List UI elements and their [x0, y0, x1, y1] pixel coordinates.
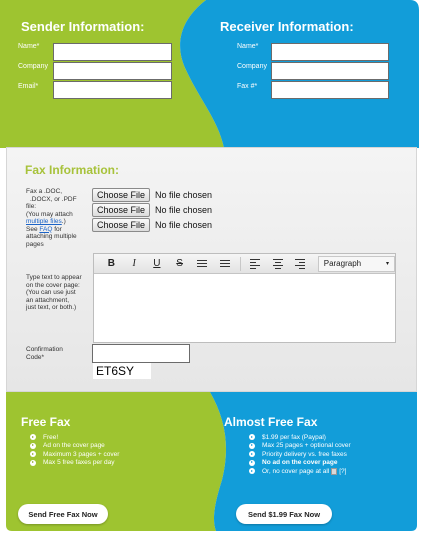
feature-item	[249, 459, 351, 468]
feature-text: Max 25 pages + optional cover	[262, 442, 351, 450]
align-left-button[interactable]	[243, 256, 266, 272]
captcha-image: ET6SY	[93, 363, 151, 379]
align-center-icon	[273, 259, 283, 269]
choose-file-button[interactable]: Choose File	[92, 188, 150, 202]
file-instructions-line: (You may attach	[26, 210, 73, 218]
sender-company-input[interactable]	[53, 62, 172, 80]
choose-file-button[interactable]: Choose File	[92, 218, 150, 232]
file-status: No file chosen	[155, 219, 213, 230]
sender-email-label: Email*	[18, 83, 39, 90]
cover-instructions-line: (You can use just	[26, 289, 76, 296]
chevron-down-icon: ▾	[386, 261, 390, 267]
choose-file-button[interactable]: Choose File	[92, 203, 150, 217]
cover-instructions-line: Type text to appear	[26, 274, 82, 281]
arrow-bullet-icon	[30, 443, 36, 449]
file-input-row	[92, 202, 212, 217]
arrow-bullet-icon	[30, 434, 36, 440]
cover-instructions-line: just text, or both.)	[26, 304, 77, 311]
confirmation-label-line: Code*	[26, 353, 45, 361]
arrow-bullet-icon	[249, 443, 255, 449]
align-left-icon	[250, 259, 260, 269]
file-instructions-line: Fax a .DOC,	[26, 188, 63, 195]
multiple-files-link[interactable]: multiple files	[26, 218, 62, 225]
sender-company-label: Company	[18, 63, 48, 70]
sender-name-label: Name*	[18, 43, 40, 50]
send-free-fax-button[interactable]: Send Free Fax Now	[18, 504, 108, 524]
feature-item	[249, 450, 351, 459]
strikethrough-button[interactable]: S	[176, 258, 183, 269]
send-paid-fax-button[interactable]: Send $1.99 Fax Now	[236, 504, 332, 524]
align-right-button[interactable]	[289, 256, 312, 272]
free-fax-features	[30, 433, 119, 467]
arrow-bullet-icon	[30, 451, 36, 457]
confirmation-label	[26, 346, 63, 361]
italic-button[interactable]: I	[132, 258, 136, 269]
paragraph-format-select[interactable]	[318, 256, 395, 272]
almost-free-fax-features	[249, 433, 351, 476]
file-instructions-text: for	[52, 225, 62, 233]
file-input-row	[92, 187, 212, 202]
feature-item	[249, 442, 351, 451]
receiver-company-input[interactable]	[271, 62, 389, 80]
file-inputs	[92, 187, 212, 232]
faq-link[interactable]: FAQ	[39, 225, 53, 233]
file-instructions	[26, 188, 92, 248]
feature-item	[249, 433, 351, 442]
sender-title: Sender Information:	[21, 19, 145, 34]
file-status: No file chosen	[155, 204, 213, 215]
arrow-bullet-icon	[249, 468, 255, 474]
feature-text: Priority delivery vs. free faxes	[262, 450, 347, 458]
receiver-name-label: Name*	[237, 43, 259, 50]
paragraph-format-value: Paragraph	[323, 259, 362, 268]
numbered-list-icon	[220, 260, 230, 267]
sender-name-input[interactable]	[53, 43, 172, 61]
bold-button[interactable]: B	[107, 258, 115, 269]
file-instructions-line: pages	[26, 240, 44, 248]
file-status: No file chosen	[155, 189, 213, 200]
file-instructions-line: attaching multiple	[26, 233, 77, 240]
feature-text: Or, no cover page at all	[262, 467, 330, 475]
feature-text: No ad on the cover page	[262, 459, 338, 467]
toolbar-separator	[240, 257, 241, 271]
arrow-bullet-icon	[249, 434, 255, 440]
underline-button[interactable]: U	[153, 258, 161, 269]
cover-text-editor	[93, 253, 396, 343]
cover-instructions-line: on the cover page:	[26, 281, 80, 289]
file-instructions-text: See	[26, 225, 40, 233]
arrow-bullet-icon	[249, 451, 255, 457]
feature-text: $1.99 per fax (Paypal)	[262, 433, 326, 441]
feature-item	[30, 433, 119, 442]
cover-instructions-line: an attachment,	[26, 296, 69, 304]
document-icon	[331, 468, 337, 475]
feature-item	[30, 450, 119, 459]
bullet-list-button[interactable]	[191, 256, 214, 272]
receiver-name-input[interactable]	[271, 43, 389, 61]
feature-item	[249, 467, 351, 476]
feature-text: Max 5 free faxes per day	[43, 459, 115, 467]
file-input-row	[92, 217, 212, 232]
confirmation-code-input[interactable]	[92, 344, 190, 363]
sender-email-input[interactable]	[53, 81, 172, 99]
editor-toolbar	[94, 254, 395, 274]
confirmation-label-line: Confirmation	[26, 346, 63, 353]
feature-item	[30, 459, 119, 468]
arrow-bullet-icon	[249, 460, 255, 466]
arrow-bullet-icon	[30, 460, 36, 466]
cover-instructions	[26, 274, 94, 312]
file-instructions-text: .)	[61, 218, 66, 225]
file-instructions-line: .DOCX, or .PDF	[30, 195, 77, 203]
receiver-fax-label: Fax #*	[237, 83, 258, 90]
receiver-company-label: Company	[237, 63, 267, 70]
free-fax-title: Free Fax	[21, 415, 71, 429]
feature-text: Ad on the cover page	[43, 442, 105, 450]
align-right-icon	[295, 259, 305, 269]
fax-title: Fax Information:	[25, 163, 120, 177]
almost-free-fax-title: Almost Free Fax	[224, 415, 318, 429]
help-link[interactable]: [?]	[339, 467, 347, 475]
feature-text: Free!	[43, 433, 59, 441]
receiver-title: Receiver Information:	[220, 19, 354, 34]
numbered-list-button[interactable]	[214, 256, 237, 272]
file-instructions-line: file:	[26, 203, 37, 210]
editor-content-area[interactable]	[94, 274, 395, 342]
feature-text: Maximum 3 pages + cover	[43, 450, 120, 458]
bullet-list-icon	[197, 260, 207, 267]
receiver-fax-input[interactable]	[271, 81, 389, 99]
feature-item	[30, 442, 119, 451]
align-center-button[interactable]	[266, 256, 289, 272]
